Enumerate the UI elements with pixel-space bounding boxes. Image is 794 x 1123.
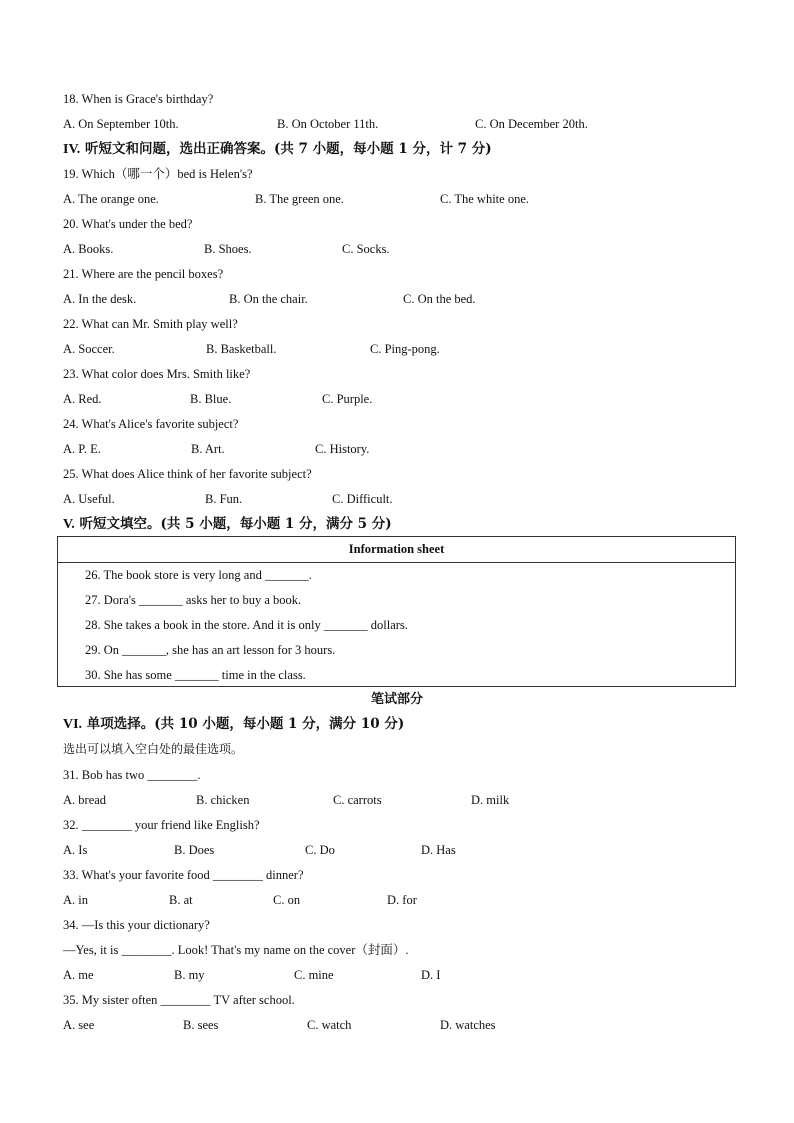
option-a: A. The orange one. (63, 192, 159, 206)
question-34: 34. —Is this your dictionary? (63, 918, 210, 932)
sheet-row-28: 28. She takes a book in the store. And it is only _______ dollars. (85, 618, 408, 632)
question-25: 25. What does Alice think of her favorite subject? (63, 467, 312, 481)
option-a: A. Soccer. (63, 342, 115, 356)
question-19: 19. Which（哪一个）bed is Helen's? (63, 167, 253, 181)
option-c: C. The white one. (440, 192, 529, 206)
option-b: B. Shoes. (204, 242, 252, 256)
question-18-options (63, 115, 763, 133)
option-d: D. watches (440, 1018, 496, 1032)
option-d: D. for (387, 893, 417, 907)
section-6-title: 单项选择。(共 10 小题，每小题 1 分，满分 10 分) (82, 716, 405, 732)
question-35: 35. My sister often ________ TV after school. (63, 993, 295, 1007)
written-part-heading: 笔试部分 (370, 692, 423, 707)
option-c: C. Socks. (342, 242, 390, 256)
sheet-row-29: 29. On _______, she has an art lesson for 3 hours. (85, 643, 336, 657)
option-b: B. chicken (196, 793, 250, 807)
option-d: D. milk (471, 793, 510, 807)
question-31-options (63, 791, 763, 809)
option-a: A. Red. (63, 392, 102, 406)
option-c: C. watch (307, 1018, 352, 1032)
section-4-number: IV. (63, 142, 81, 157)
question-24-options (63, 440, 763, 458)
option-c: C. on (273, 893, 301, 907)
option-b: B. at (169, 893, 193, 907)
option-b: B. my (174, 968, 205, 982)
option-c: C. On December 20th. (475, 117, 588, 131)
information-sheet-table (57, 536, 736, 687)
question-19-options (63, 190, 763, 208)
option-a: A. P. E. (63, 442, 101, 456)
option-c: C. Do (305, 843, 335, 857)
question-25-options (63, 490, 763, 508)
question-31: 31. Bob has two ________. (63, 768, 201, 782)
question-24: 24. What's Alice's favorite subject? (63, 417, 239, 431)
sheet-row-30: 30. She has some _______ time in the class. (85, 668, 306, 682)
option-c: C. Ping-pong. (370, 342, 440, 356)
option-b: B. Art. (191, 442, 225, 456)
option-a: A. In the desk. (63, 292, 137, 306)
option-c: C. On the bed. (403, 292, 476, 306)
section-5-number: V. (63, 517, 75, 532)
option-b: B. Fun. (205, 492, 243, 506)
option-b: B. Does (174, 843, 215, 857)
option-d: D. I (421, 968, 441, 982)
question-32-options (63, 841, 763, 859)
question-20-options (63, 240, 763, 258)
section-6-number: VI. (63, 717, 83, 732)
question-33: 33. What's your favorite food ________ dinner? (63, 868, 304, 882)
option-c: C. Difficult. (332, 492, 393, 506)
option-a: A. bread (63, 793, 107, 807)
sheet-row-26: 26. The book store is very long and _______. (85, 568, 312, 582)
option-a: A. see (63, 1018, 95, 1032)
question-22: 22. What can Mr. Smith play well? (63, 317, 238, 331)
option-a: A. Books. (63, 242, 114, 256)
option-c: C. Purple. (322, 392, 373, 406)
section-6-heading (63, 714, 404, 734)
section-4-heading (63, 139, 492, 159)
option-a: A. Is (63, 843, 88, 857)
section-5-title: 听短文填空。(共 5 小题，每小题 1 分，满分 5 分) (74, 516, 392, 532)
section-4-title: 听短文和问题，选出正确答案。(共 7 小题，每小题 1 分，计 7 分) (80, 141, 492, 157)
question-34-options (63, 966, 763, 984)
question-22-options (63, 340, 763, 358)
question-35-options (63, 1016, 763, 1034)
information-sheet-header: Information sheet (58, 537, 735, 563)
option-b: B. On the chair. (229, 292, 308, 306)
question-23: 23. What color does Mrs. Smith like? (63, 367, 251, 381)
option-d: D. Has (421, 843, 456, 857)
question-20: 20. What's under the bed? (63, 217, 193, 231)
option-b: B. The green one. (255, 192, 344, 206)
question-34-reply: —Yes, it is ________. Look! That's my name on the cover（封面）. (63, 943, 409, 957)
option-b: B. sees (183, 1018, 219, 1032)
sheet-row-27: 27. Dora's _______ asks her to buy a book. (85, 593, 302, 607)
question-21: 21. Where are the pencil boxes? (63, 267, 224, 281)
option-c: C. carrots (333, 793, 382, 807)
option-b: B. Blue. (190, 392, 232, 406)
option-c: C. History. (315, 442, 370, 456)
option-c: C. mine (294, 968, 334, 982)
option-b: B. Basketball. (206, 342, 277, 356)
question-21-options (63, 290, 763, 308)
question-23-options (63, 390, 763, 408)
option-a: A. Useful. (63, 492, 115, 506)
option-a: A. me (63, 968, 94, 982)
question-18: 18. When is Grace's birthday? (63, 92, 214, 106)
option-b: B. On October 11th. (277, 117, 379, 131)
section-6-instruction: 选出可以填入空白处的最佳选项。 (63, 742, 244, 756)
section-5-heading (63, 514, 392, 534)
question-32: 32. ________ your friend like English? (63, 818, 260, 832)
question-33-options (63, 891, 763, 909)
option-a: A. in (63, 893, 88, 907)
option-a: A. On September 10th. (63, 117, 179, 131)
